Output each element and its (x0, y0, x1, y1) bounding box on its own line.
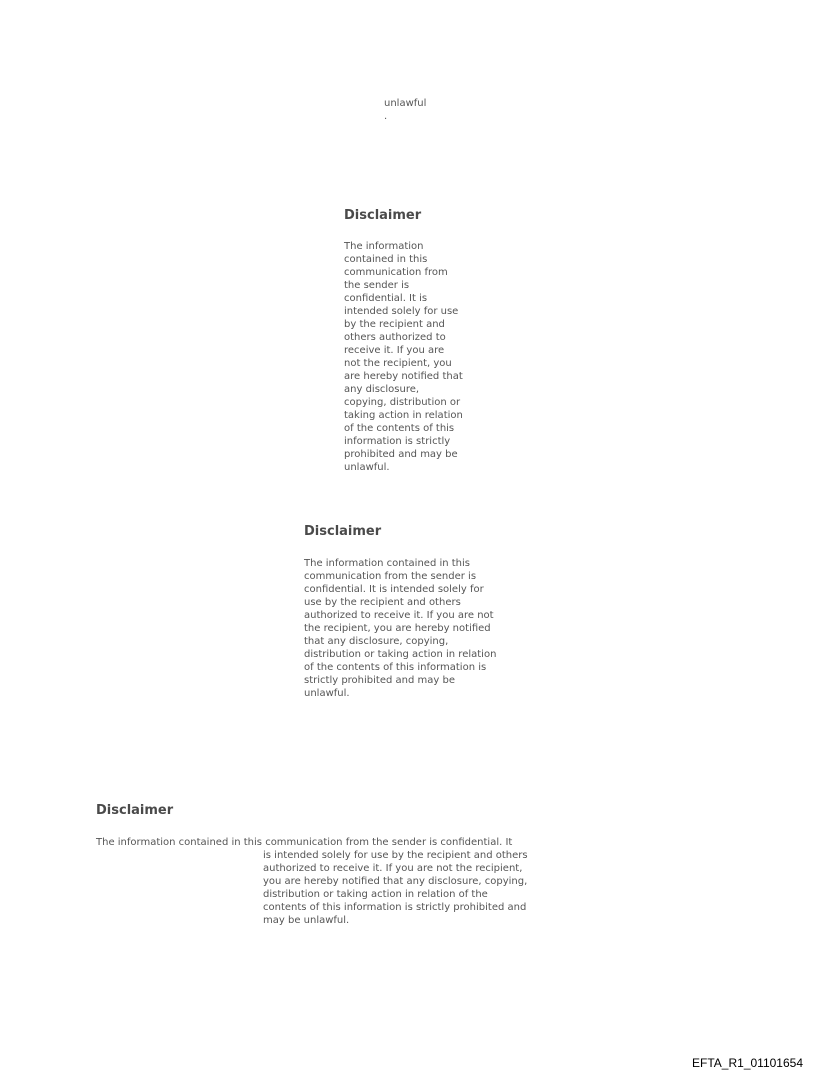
disclaimer-line: unlawful. (344, 462, 390, 473)
disclaimer-line: you are hereby notified that any disclosure, copying, (263, 876, 528, 887)
disclaimer-line: confidential. It is (344, 293, 428, 304)
disclaimer-heading: Disclaimer (344, 208, 422, 223)
disclaimer-line: the sender is (344, 280, 410, 291)
disclaimer-body (304, 557, 496, 700)
disclaimer-line: distribution or taking action in relation (304, 649, 497, 660)
disclaimer-line: distribution or taking action in relation of the (263, 889, 488, 900)
disclaimer-line: The information (344, 241, 424, 252)
disclaimer-line: receive it. If you are (344, 345, 445, 356)
disclaimer-line: others authorized to (344, 332, 446, 343)
disclaimer-line: contents of this information is strictly prohibited and (263, 902, 527, 913)
disclaimer-line: any disclosure, (344, 384, 420, 395)
disclaimer-body (344, 240, 463, 474)
disclaimer-line: The information contained in this (304, 558, 471, 569)
disclaimer-line: unlawful. (304, 688, 350, 699)
fragment-dot: . (384, 111, 388, 122)
fragment-word: unlawful (384, 98, 427, 109)
disclaimer-line: prohibited and may be (344, 449, 458, 460)
disclaimer-line: not the recipient, you (344, 358, 452, 369)
disclaimer-line: is intended solely for use by the recipient and others (263, 850, 528, 861)
disclaimer-line: of the contents of this information is (304, 662, 487, 673)
disclaimer-line: may be unlawful. (263, 915, 350, 926)
disclaimer-line: use by the recipient and others (304, 597, 461, 608)
disclaimer-line: taking action in relation (344, 410, 463, 421)
disclaimer-line: the recipient, you are hereby notified (304, 623, 491, 634)
disclaimer-line: intended solely for use (344, 306, 459, 317)
disclaimer-line: information is strictly (344, 436, 451, 447)
disclaimer-line: contained in this (344, 254, 428, 265)
disclaimer-line: strictly prohibited and may be (304, 675, 455, 686)
disclaimer-first-line: The information contained in this communication from the sender is confidential. It (96, 837, 513, 848)
disclaimer-body (263, 849, 528, 927)
disclaimer-line: authorized to receive it. If you are not (304, 610, 494, 621)
disclaimer-line: by the recipient and (344, 319, 445, 330)
disclaimer-line: authorized to receive it. If you are not the recipient, (263, 863, 523, 874)
disclaimer-heading: Disclaimer (304, 524, 382, 539)
disclaimer-heading: Disclaimer (96, 803, 174, 818)
disclaimer-line: are hereby notified that (344, 371, 463, 382)
disclaimer-line: of the contents of this (344, 423, 455, 434)
disclaimer-line: communication from (344, 267, 448, 278)
disclaimer-line: confidential. It is intended solely for (304, 584, 484, 595)
disclaimer-line: that any disclosure, copying, (304, 636, 449, 647)
document-id: EFTA_R1_01101654 (692, 1056, 803, 1070)
disclaimer-line: communication from the sender is (304, 571, 477, 582)
disclaimer-line: copying, distribution or (344, 397, 461, 408)
